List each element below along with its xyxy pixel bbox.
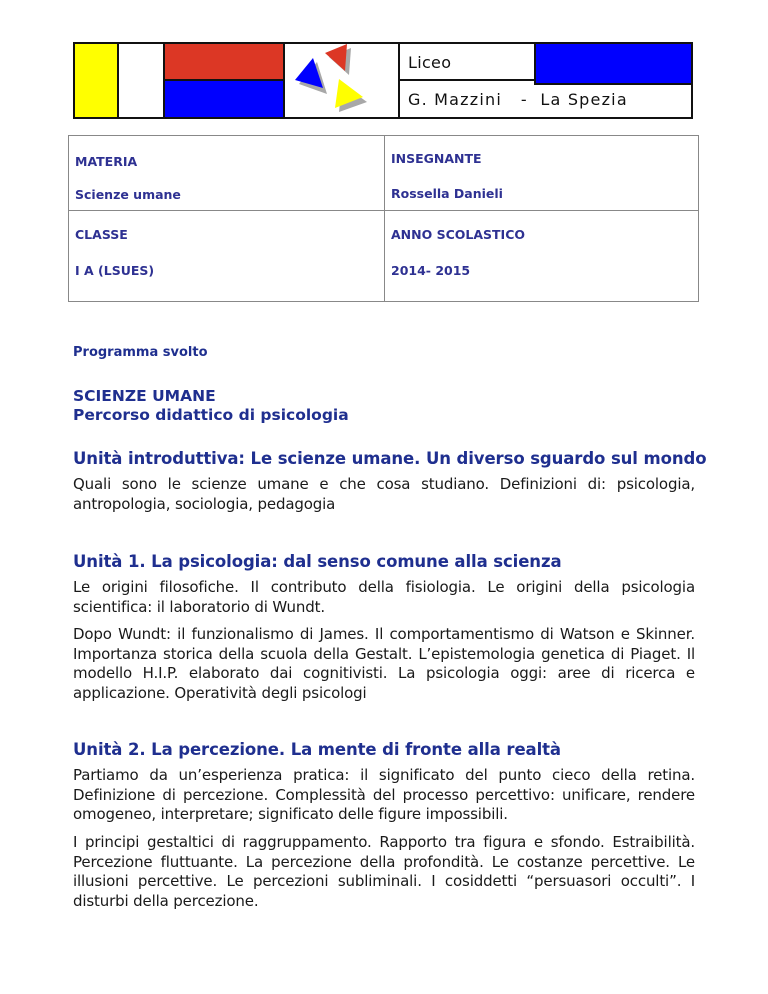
logo-school-name-block bbox=[400, 44, 691, 117]
unit-intro-heading: Unità introduttiva: Le scienze umane. Un diverso sguardo sul mondo bbox=[73, 449, 707, 468]
logo-white-block bbox=[119, 44, 165, 117]
unit-2-heading: Unità 2. La percezione. La mente di fronte alla realtà bbox=[73, 740, 561, 759]
school-year-value: 2014- 2015 bbox=[391, 263, 471, 278]
unit-1-heading: Unità 1. La psicologia: dal senso comune alla scienza bbox=[73, 552, 562, 571]
logo-blue-rect bbox=[534, 44, 691, 85]
unit-intro-paragraph: Quali sono le scienze umane e che cosa studiano. Definizioni di: psicologia, antropologia, sociologia, pedagogia bbox=[73, 475, 695, 513]
teacher-label: INSEGNANTE bbox=[391, 151, 482, 166]
subject-value: Scienze umane bbox=[75, 187, 181, 202]
school-type: Liceo bbox=[408, 53, 452, 72]
school-logo-header bbox=[73, 42, 693, 119]
logo-red-block bbox=[165, 44, 283, 81]
school-name: G. Mazzini - La Spezia bbox=[408, 90, 628, 109]
class-label: CLASSE bbox=[75, 227, 128, 242]
program-title bbox=[73, 387, 695, 425]
school-year-label: ANNO SCOLASTICO bbox=[391, 227, 525, 242]
table-column-divider bbox=[384, 136, 385, 301]
red-triangle-icon bbox=[325, 44, 347, 71]
teacher-value: Rossella Danieli bbox=[391, 186, 503, 201]
logo-triangles-icon bbox=[285, 44, 400, 117]
course-info-table bbox=[68, 135, 699, 302]
unit-1-paragraph-1: Le origini filosofiche. Il contributo della fisiologia. Le origini della psicologia scientifica: il laboratorio di Wundt. bbox=[73, 578, 695, 616]
program-label: Programma svolto bbox=[73, 345, 208, 360]
table-row-divider bbox=[69, 210, 698, 211]
unit-2-paragraph-2: I principi gestaltici di raggruppamento. Rapporto tra figura e sfondo. Estraibilità. Percezione fluttuante. La percezione della profondità. Le costanze percettive. Le illusioni percettive. Le percezioni subliminali. I cosiddetti “persuasori occulti”. I disturbi della percezione. bbox=[73, 833, 695, 911]
program-title-line-1: SCIENZE UMANE bbox=[73, 387, 216, 405]
logo-red-blue-block bbox=[165, 44, 285, 117]
unit-1-paragraph-2: Dopo Wundt: il funzionalismo di James. Il comportamentismo di Watson e Skinner. Importanza storica della scuola della Gestalt. L’epistemologia genetica di Piaget. Il modello H.I.P. elaborato dai cognitivisti. La psicologia oggi: aree di ricerca e applicazione. Operatività degli psicologi bbox=[73, 625, 695, 703]
logo-blue-block bbox=[165, 81, 283, 117]
program-title-line-2: Percorso didattico di psicologia bbox=[73, 406, 349, 424]
logo-yellow-block bbox=[75, 44, 119, 117]
class-value: I A (LSUES) bbox=[75, 263, 155, 278]
unit-2-paragraph-1: Partiamo da un’esperienza pratica: il significato del punto cieco della retina. Definizione di percezione. Complessità del processo percettivo: unificare, rendere omogeneo, interpretare; significato delle figure impossibili. bbox=[73, 766, 695, 824]
subject-label: MATERIA bbox=[75, 154, 138, 169]
